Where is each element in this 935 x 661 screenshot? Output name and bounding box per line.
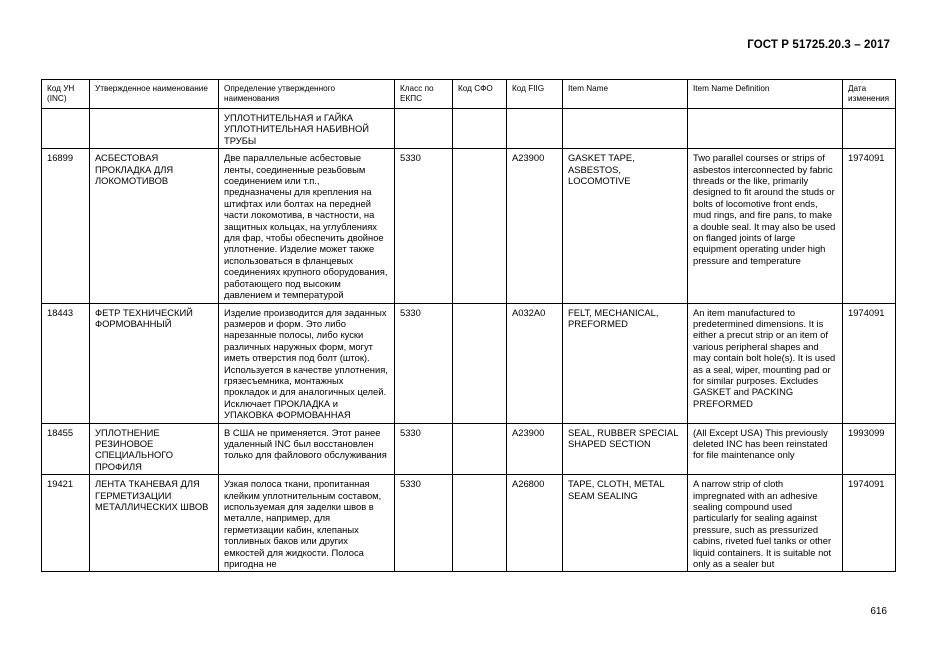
cell-item-name xyxy=(563,109,688,149)
table-row xyxy=(42,303,896,423)
cell-class: 5330 xyxy=(395,149,453,303)
cell-item-definition: Two parallel courses or strips of asbestos interconnected by fabric threads or the like, primarily designed to fit around the studs or bolts of locomotive front ends, mud rings, and fire pans, to make a double seal. It may also be used on flanged joints of large equipment operating under high pressure and temperature xyxy=(688,149,843,303)
cell-inc: 19421 xyxy=(42,475,90,572)
cell-date xyxy=(843,109,896,149)
cell-fiig: A23900 xyxy=(507,423,563,475)
column-header-item-name: Item Name xyxy=(563,80,688,109)
cell-item-definition: (All Except USA) This previously deleted INC has been reinstated for file maintenance only xyxy=(688,423,843,475)
table-row xyxy=(42,475,896,572)
cell-date: 1993099 xyxy=(843,423,896,475)
cell-definition: Узкая полоса ткани, пропитанная клейким уплотнительным составом, используемая для заделки швов в металле, например, для герметизации кабин, клепаных топливных баков или других емкостей для жидкости. Полоса пригодна не xyxy=(219,475,395,572)
cell-definition: В США не применяется. Этот ранее удаленный INC был восстановлен только для файлового обслуживания xyxy=(219,423,395,475)
cell-inc xyxy=(42,109,90,149)
cell-name: УПЛОТНЕНИЕ РЕЗИНОВОЕ СПЕЦИАЛЬНОГО ПРОФИЛЯ xyxy=(90,423,219,475)
column-header-item-definition: Item Name Definition xyxy=(688,80,843,109)
cell-sfo xyxy=(453,149,507,303)
registry-table xyxy=(41,79,896,572)
column-header-class: Класс по ЕКПС xyxy=(395,80,453,109)
cell-definition: УПЛОТНИТЕЛЬНАЯ и ГАЙКА УПЛОТНИТЕЛЬНАЯ НАБИВНОЙ ТРУБЫ xyxy=(219,109,395,149)
cell-class: 5330 xyxy=(395,303,453,423)
cell-date: 1974091 xyxy=(843,475,896,572)
cell-item-definition: An item manufactured to predetermined dimensions. It is either a precut strip or an item of various peripheral shapes and may contain bolt hole(s). It is used as a seal, wiper, mounting pad or for similar purposes. Excludes GASKET and PACKING PREFORMED xyxy=(688,303,843,423)
cell-name: ЛЕНТА ТКАНЕВАЯ ДЛЯ ГЕРМЕТИЗАЦИИ МЕТАЛЛИЧЕСКИХ ШВОВ xyxy=(90,475,219,572)
cell-fiig: A23900 xyxy=(507,149,563,303)
table-row xyxy=(42,423,896,475)
cell-item-name: TAPE, CLOTH, METAL SEAM SEALING xyxy=(563,475,688,572)
table-header-row xyxy=(42,80,896,109)
cell-item-name: SEAL, RUBBER SPECIAL SHAPED SECTION xyxy=(563,423,688,475)
column-header-definition: Определение утвержденного наименования xyxy=(219,80,395,109)
cell-name: ФЕТР ТЕХНИЧЕСКИЙ ФОРМОВАННЫЙ xyxy=(90,303,219,423)
cell-name xyxy=(90,109,219,149)
cell-sfo xyxy=(453,423,507,475)
cell-sfo xyxy=(453,109,507,149)
cell-fiig xyxy=(507,109,563,149)
column-header-date: Дата изменения xyxy=(843,80,896,109)
cell-sfo xyxy=(453,475,507,572)
cell-fiig: A26800 xyxy=(507,475,563,572)
column-header-sfo: Код СФО xyxy=(453,80,507,109)
cell-definition: Изделие производится для заданных размеров и форм. Это либо нарезанные полосы, либо куски различных наружных форм, могут иметь отверстия под болт (шток). Используется в качестве уплотнения, грязесъемника, монтажных прокладок и для аналогичных целей. Исключает ПРОКЛАДКА и УПАКОВКА ФОРМОВАННАЯ xyxy=(219,303,395,423)
cell-inc: 18455 xyxy=(42,423,90,475)
document-standard-header: ГОСТ Р 51725.20.3 – 2017 xyxy=(747,39,890,51)
cell-name: АСБЕСТОВАЯ ПРОКЛАДКА ДЛЯ ЛОКОМОТИВОВ xyxy=(90,149,219,303)
cell-inc: 18443 xyxy=(42,303,90,423)
cell-class xyxy=(395,109,453,149)
table-row xyxy=(42,149,896,303)
cell-item-name: GASKET TAPE, ASBESTOS, LOCOMOTIVE xyxy=(563,149,688,303)
cell-item-definition xyxy=(688,109,843,149)
cell-item-definition: A narrow strip of cloth impregnated with an adhesive sealing compound used particularly for sealing against pressure, such as pressurized cabins, riveted fuel tanks or other liquid containers. It is suitable not only as a sealer but xyxy=(688,475,843,572)
cell-sfo xyxy=(453,303,507,423)
page-number: 616 xyxy=(870,606,887,617)
cell-class: 5330 xyxy=(395,423,453,475)
cell-class: 5330 xyxy=(395,475,453,572)
column-header-fiig: Код FIIG xyxy=(507,80,563,109)
cell-date: 1974091 xyxy=(843,303,896,423)
column-header-inc: Код УН (INC) xyxy=(42,80,90,109)
cell-item-name: FELT, MECHANICAL, PREFORMED xyxy=(563,303,688,423)
table-row-continuation xyxy=(42,109,896,149)
cell-inc: 16899 xyxy=(42,149,90,303)
cell-definition: Две параллельные асбестовые ленты, соединенные резьбовым соединением или т.п., предназначены для крепления на штифтах или болтах на передней части локомотива, в частности, на защитных кольцах, на углублениях для фар, чтобы обеспечить двойное уплотнение. Изделие может также использоваться в фланцевых соединениях крупного оборудования, работающего под высоким давлением и температурой xyxy=(219,149,395,303)
cell-date: 1974091 xyxy=(843,149,896,303)
column-header-name: Утвержденное наименование xyxy=(90,80,219,109)
cell-fiig: A032A0 xyxy=(507,303,563,423)
